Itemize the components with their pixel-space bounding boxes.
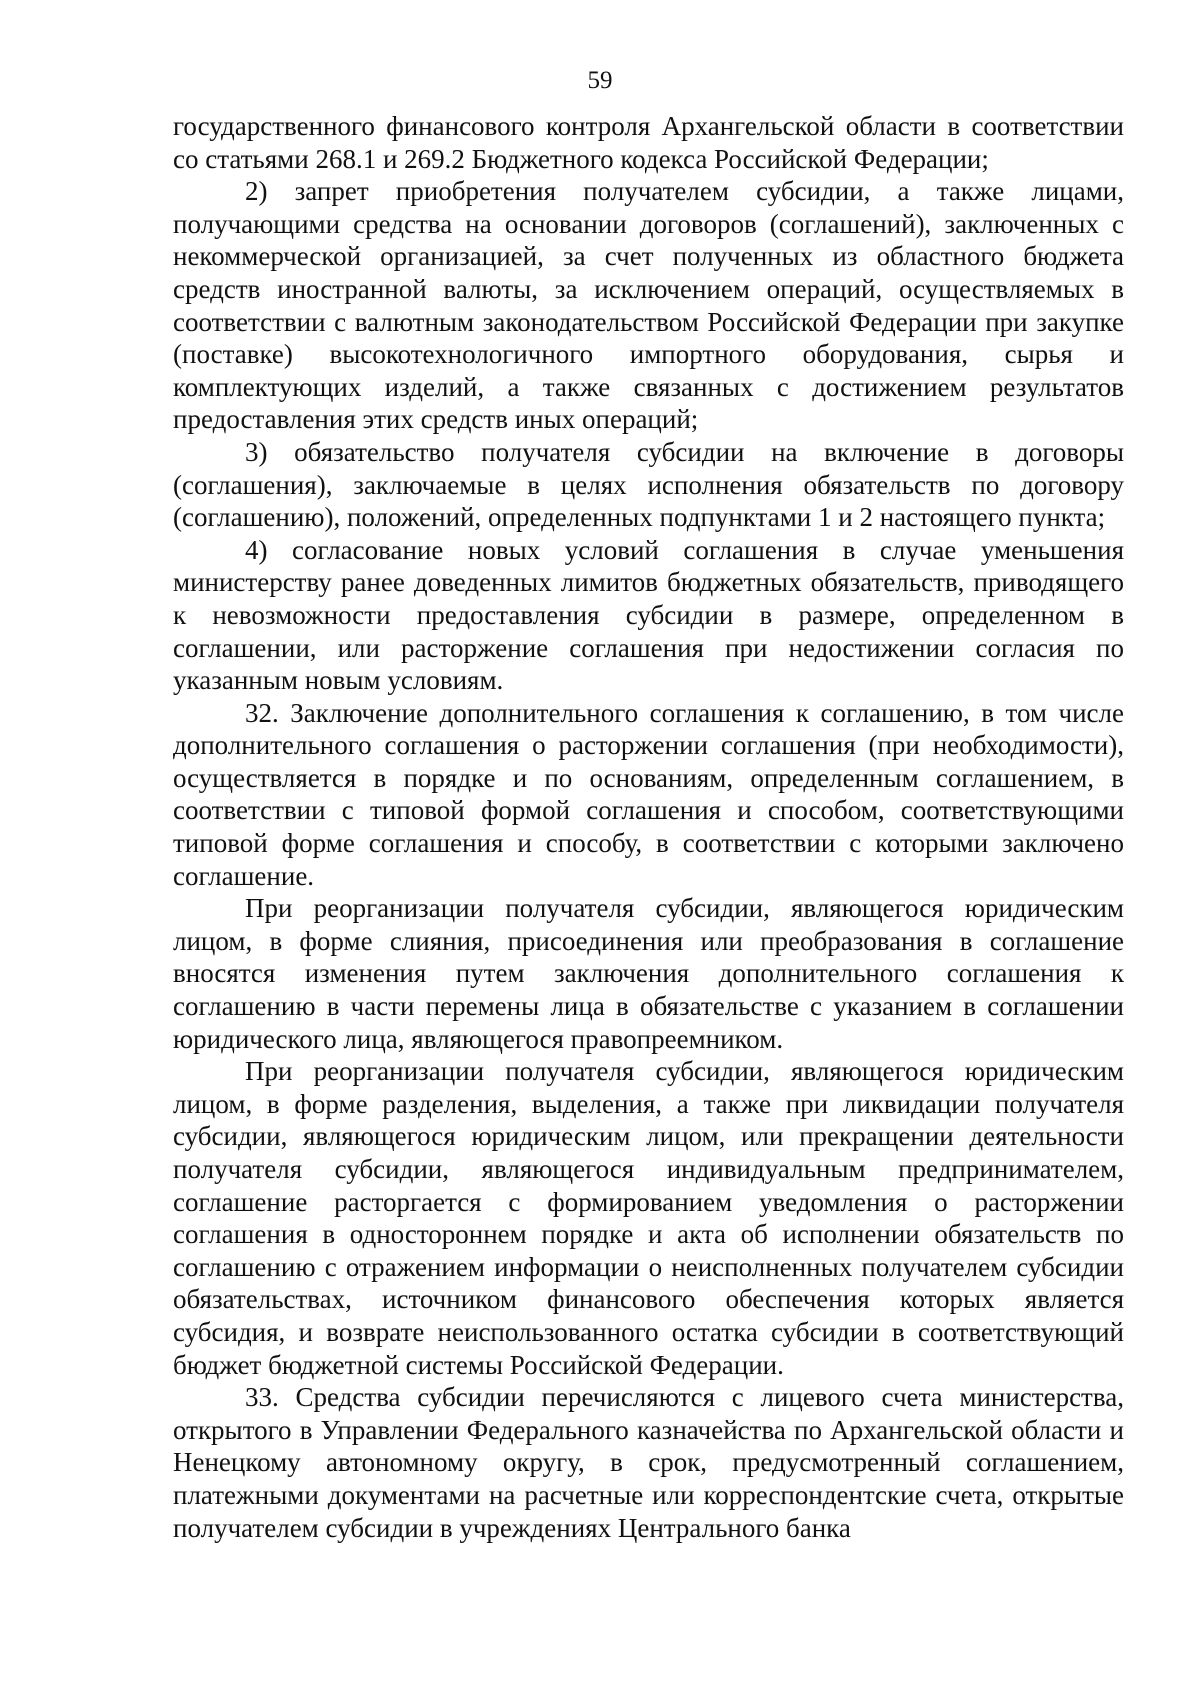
paragraph-item-2-foreign-currency-ban: 2) запрет приобретения получателем субсидии, а также лицами, получающими средства на основании договоров (соглашений), заключенных с некоммерческой организацией, за счет полученных из областного бюджета средств иностранной валюты, за исключением операций, осуществляемых в соответствии с валютным законодательством Российской Федерации при закупке (поставке) высокотехнологичного импортного оборудования, сырья и комплектующих изделий, а также связанных с достижением результатов предоставления этих средств иных операций; (173, 176, 1124, 435)
page-number: 59 (587, 67, 613, 94)
document-body (173, 110, 1124, 1544)
paragraph-item-3-contract-obligation: 3) обязательство получателя субсидии на включение в договоры (соглашения), заключаемые в целях исполнения обязательств по договору (соглашению), положений, определенных подпунктами 1 и 2 настоящего пункта; (173, 436, 1124, 533)
paragraph-item-4-new-terms-agreement: 4) согласование новых условий соглашения в случае уменьшения министерству ранее доведенных лимитов бюджетных обязательств, приводящего к невозможности предоставления субсидии в размере, определенном в соглашении, или расторжение соглашения при недостижении согласия по указанным новым условиям. (173, 534, 1124, 696)
paragraph-continuation-state-control: государственного финансового контроля Архангельской области в соответствии со статьями 268.1 и 269.2 Бюджетного кодекса Российской Федерации; (173, 111, 1124, 174)
paragraph-reorganization-merger: При реорганизации получателя субсидии, являющегося юридическим лицом, в форме слияния, присоединения или преобразования в соглашение вносятся изменения путем заключения дополнительного соглашения к соглашению в части перемены лица в обязательстве с указанием в соглашении юридического лица, являющегося правопреемником. (173, 893, 1124, 1054)
paragraph-reorganization-division: При реорганизации получателя субсидии, являющегося юридическим лицом, в форме разделения, выделения, а также при ликвидации получателя субсидии, являющегося юридическим лицом, или прекращении деятельности получателя субсидии, являющегося индивидуальным предпринимателем, соглашение расторгается с формированием уведомления о расторжении соглашения в одностороннем порядке и акта об исполнении обязательств по соглашению с отражением информации о неисполненных получателем субсидии обязательствах, источником финансового обеспечения которых является субсидия, и возврате неиспользованного остатка субсидии в соответствующий бюджет бюджетной системы Российской Федерации. (173, 1056, 1124, 1380)
paragraph-clause-32-additional-agreement: 32. Заключение дополнительного соглашения к соглашению, в том числе дополнительного соглашения о расторжении соглашения (при необходимости), осуществляется в порядке и по основаниям, определенным соглашением, в соответствии с типовой формой соглашения и способом, соответствующими типовой форме соглашения и способу, в соответствии с которыми заключено соглашение. (173, 697, 1124, 891)
paragraph-clause-33-subsidy-transfer: 33. Средства субсидии перечисляются с лицевого счета министерства, открытого в Управлении Федерального казначейства по Архангельской области и Ненецкому автономному округу, в срок, предусмотренный соглашением, платежными документами на расчетные или корреспондентские счета, открытые получателем субсидии в учреждениях Центрального банка (173, 1382, 1124, 1543)
